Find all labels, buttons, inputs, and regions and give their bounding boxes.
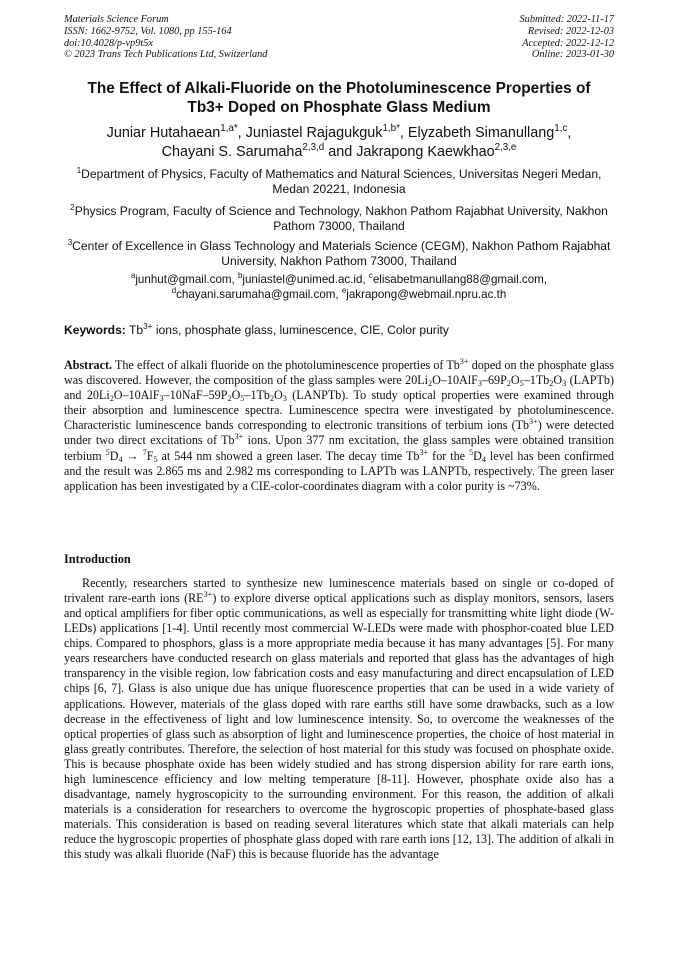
abstract xyxy=(64,358,614,494)
author-name: Elyzabeth Simanullang xyxy=(407,125,555,141)
author-name: Juniastel Rajagukguk xyxy=(245,125,383,141)
author-marker: 1,c xyxy=(554,122,568,134)
author-name: Chayani S. Sarumaha xyxy=(161,144,303,160)
email-link[interactable]: juniastel@unimed.ac.id, xyxy=(242,273,366,286)
journal-info xyxy=(64,14,267,61)
email-link[interactable]: elisabetmanullang88@gmail.com, xyxy=(372,273,548,286)
email-marker: b xyxy=(238,271,243,281)
date-revised: Revised: 2022-12-03 xyxy=(527,25,614,37)
email-link[interactable]: chayani.sarumaha@gmail.com, xyxy=(176,287,339,301)
keywords-label: Keywords: xyxy=(64,323,126,337)
email-link[interactable]: junhut@gmail.com, xyxy=(135,273,235,286)
author-marker: 1,a* xyxy=(220,122,238,134)
author-emails xyxy=(64,273,614,303)
author-conjunction: and xyxy=(328,144,353,160)
email-marker: e xyxy=(341,285,347,295)
abstract-text: The effect of alkali fluoride on the photoluminescence properties of $Tb^{3+}$ doped on the phosphate glass was discovered. However, the composition of the glass samples were $20Li_2O-10AlF_3-69P_2O_5-1Tb_2O_3$ (LAPTb) and $20Li_2O-10AlF_3-10NaF-59P_2O_5-1Tb_2O_3$ (LANPTb). To study optical properties were examined through their absorption and luminescence spectra. Luminescence spectra were investigated by photoluminescence. Characteristic luminescence bands corresponding to electronic transitions of terbium ions $(Tb^{3+})$ were detected under two direct excitations of $Tb^{3+}$ ions. Upon 377 nm excitation, the glass samples were obtained transition terbium $^5D_4 \to ^7F_5$ at 544 nm showed a green laser. The decay time $Tb^{3+}$ for the $^5D_4$ level has been confirmed and the result was 2.865 ms and 2.982 ms corresponding to LAPTb was LANPTb, respectively. The green laser application has been investigated by a CIE-color-coordinates diagram with a color purity is ~73%. xyxy=(64,356,615,493)
journal-issn: ISSN: 1662-9752, Vol. 1080, pp 155-164 xyxy=(64,25,232,37)
affiliation-text: Physics Program, Faculty of Science and Technology, Nakhon Pathom Rajabhat University, Nakhon Pathom 73000, Thailand xyxy=(74,204,608,233)
author-list: Juniar Hutahaean$^{1,a*}$, Juniastel Rajagukguk$^{1,b*}$, Elyzabeth Simanullang$^{1,c}$, Chayani S. Sarumaha$^{2,3,d}$ and Jakrapong Kaewkhao$^{2,3,e}$ xyxy=(106,122,572,160)
date-accepted: Accepted: 2022-12-12 xyxy=(522,37,614,49)
keywords xyxy=(64,323,614,338)
author-name: Juniar Hutahaean xyxy=(106,125,221,141)
affiliation xyxy=(64,204,614,234)
keywords-text: $Tb^{3+}$ ions, phosphate glass, luminescence, CIE, Color purity xyxy=(128,321,449,337)
abstract-label: Abstract. xyxy=(64,358,113,372)
author-marker: 2,3,e xyxy=(494,141,517,153)
author-marker: 1,b* xyxy=(382,122,400,134)
affiliation xyxy=(64,167,614,197)
title-line-1: The Effect of Alkali-Fluoride on the Photoluminescence Properties of xyxy=(87,80,591,97)
paper-title xyxy=(64,80,614,117)
publication-dates xyxy=(520,14,614,61)
author-name: Jakrapong Kaewkhao xyxy=(356,144,495,160)
affiliation-marker: 3 xyxy=(67,237,73,247)
journal-copyright: © 2023 Trans Tech Publications Ltd, Switzerland xyxy=(64,49,268,61)
email-marker: c xyxy=(368,271,373,281)
affiliation xyxy=(64,239,614,269)
journal-name: Materials Science Forum xyxy=(64,14,169,25)
affiliation-text: Department of Physics, Faculty of Mathematics and Natural Sciences, Universitas Negeri Medan, Medan 20221, Indonesia xyxy=(81,167,602,196)
email-link[interactable]: jakrapong@webmail.npru.ac.th xyxy=(346,287,507,301)
email-marker: d xyxy=(171,285,177,295)
date-submitted: Submitted: 2022-11-17 xyxy=(519,14,614,25)
affiliation-marker: 2 xyxy=(70,202,75,212)
author-marker: 2,3,d xyxy=(302,141,325,153)
title-line-2: Tb3+ Doped on Phosphate Glass Medium xyxy=(187,98,491,116)
date-online: Online: 2023-01-30 xyxy=(531,49,614,61)
introduction-heading: Introduction xyxy=(64,552,131,566)
email-marker: a xyxy=(130,271,136,281)
affiliation-marker: 1 xyxy=(76,165,82,175)
affiliation-text: Center of Excellence in Glass Technology and Materials Science (CEGM), Nakhon Pathom Rajabhat University, Nakhon Pathom 73000, Thailand xyxy=(72,239,611,268)
journal-header xyxy=(64,14,614,61)
introduction-paragraph: Recently, researchers started to synthesize new luminescence materials based on single or co-doped of trivalent rare-earth ions $(RE^{3+})$ to explore diverse optical applications such as display monitors, sensors, lasers and optical amplifiers for fiber optic communications, as well as especially for transmitting white light diode (W-LEDs) applications [1-4]. Until recently most commercial W-LEDs were made with phosphor-coated blue LED chips. Compared to phosphors, glass is a more appropriate media because it has many advantages [5]. For many years researchers have conducted research on glass materials and reported that glass has the advantages of high transparency in the visible region, low fabrication costs and easy manufacturing and direct encapsulation of LED chips [6, 7]. Glass is also unique due has unique fluorescence properties that can be used in a wide variety of applications. However, materials of the glass doped with rare earths still have some drawbacks, such as a low decrease in the effectiveness of light and low luminescence intensity. So, to overcome the weaknesses of the optical properties of glass such as absorption of light and luminescence properties, the choice of host material in glass greatly contributes. Therefore, the selection of host material for this study was focused on phosphate oxide. This is because phosphate oxide has been widely studied and has strong dispersion ability for rare earth ions, high luminescence efficiency and low melting temperature [8-11]. However, phosphate oxide also has a disadvantage, namely hygroscopicity to the surrounding environment. For this reason, the addition of alkali materials is a consideration for researchers to overcome the hygroscopic properties of phosphate-based glass materials. This consideration is based on reading several literatures which state that alkali materials can help reduce the hygroscopic properties of phosphate glass doped with rare earth ions [12, 13]. The addition of alkali in this study was alkali fluoride (NaF) this is because fluoride has the advantage xyxy=(64,576,614,862)
journal-doi: doi:10.4028/p-vp9t5x xyxy=(64,37,153,49)
